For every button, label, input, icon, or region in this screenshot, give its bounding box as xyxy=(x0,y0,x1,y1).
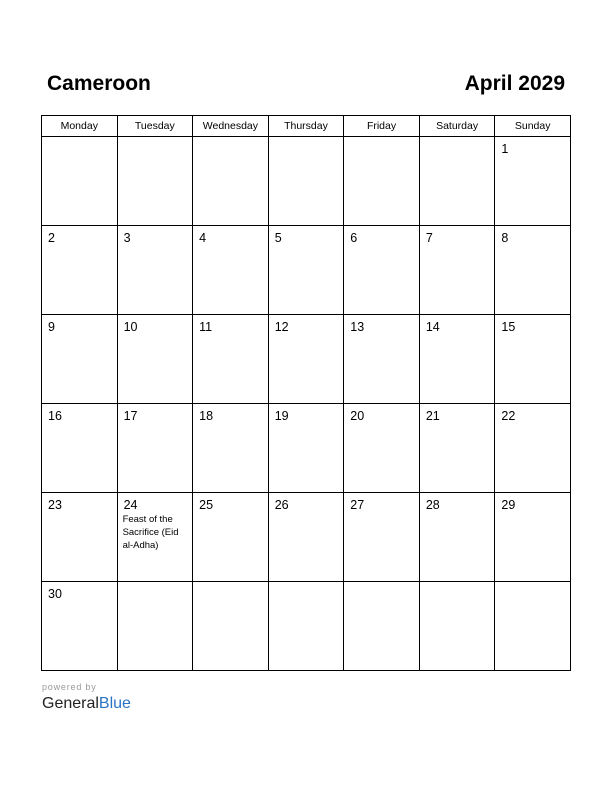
day-cell xyxy=(193,315,269,404)
day-cell xyxy=(268,404,344,493)
day-cell xyxy=(193,493,269,582)
day-cell xyxy=(42,404,118,493)
weekday-monday: Monday xyxy=(42,116,118,137)
day-cell xyxy=(117,226,193,315)
holiday-label: Feast of the Sacrifice (Eid al-Adha) xyxy=(122,514,179,551)
day-cell xyxy=(268,315,344,404)
day-number: 3 xyxy=(123,231,131,245)
day-number: 19 xyxy=(274,409,289,423)
day-cell xyxy=(419,226,495,315)
month-title: April 2029 xyxy=(464,72,565,95)
day-cell xyxy=(117,404,193,493)
day-number: 26 xyxy=(274,498,289,512)
day-cell xyxy=(419,404,495,493)
week-row xyxy=(42,226,571,315)
day-number: 18 xyxy=(199,409,214,423)
weekday-header-row xyxy=(42,116,571,137)
weekday-sunday: Sunday xyxy=(495,116,571,137)
day-cell xyxy=(344,404,420,493)
day-cell xyxy=(117,582,193,671)
day-cell xyxy=(495,226,571,315)
day-number: 7 xyxy=(425,231,433,245)
day-cell xyxy=(193,404,269,493)
weekday-saturday: Saturday xyxy=(419,116,495,137)
day-cell xyxy=(344,315,420,404)
day-cell xyxy=(268,226,344,315)
day-cell xyxy=(419,315,495,404)
week-row xyxy=(42,582,571,671)
day-cell xyxy=(344,137,420,226)
day-cell xyxy=(268,582,344,671)
day-cell xyxy=(495,404,571,493)
weekday-tuesday: Tuesday xyxy=(117,116,193,137)
day-number: 1 xyxy=(501,142,509,156)
week-row xyxy=(42,315,571,404)
day-cell xyxy=(419,582,495,671)
calendar-header xyxy=(41,72,571,98)
day-number: 30 xyxy=(48,587,62,601)
day-number: 25 xyxy=(199,498,214,512)
day-number: 24 xyxy=(123,498,138,512)
day-cell xyxy=(268,137,344,226)
day-cell xyxy=(495,493,571,582)
weekday-friday: Friday xyxy=(344,116,420,137)
day-number: 2 xyxy=(48,231,55,245)
day-cell xyxy=(42,315,118,404)
day-number: 17 xyxy=(123,409,138,423)
powered-by-text: powered by xyxy=(42,682,97,692)
country-title: Cameroon xyxy=(47,72,151,95)
day-number: 15 xyxy=(501,320,516,334)
calendar-grid xyxy=(41,115,571,671)
day-number: 23 xyxy=(48,498,62,512)
day-number: 27 xyxy=(350,498,365,512)
day-cell xyxy=(42,226,118,315)
week-row xyxy=(42,493,571,582)
day-number: 16 xyxy=(48,409,62,423)
day-number: 22 xyxy=(501,409,516,423)
day-cell-holiday xyxy=(117,493,193,582)
day-cell xyxy=(42,493,118,582)
day-cell xyxy=(419,137,495,226)
day-number: 5 xyxy=(274,231,282,245)
day-cell xyxy=(193,226,269,315)
week-row xyxy=(42,404,571,493)
day-cell xyxy=(193,582,269,671)
day-number: 4 xyxy=(199,231,207,245)
day-number: 6 xyxy=(350,231,358,245)
day-cell xyxy=(42,137,118,226)
week-row xyxy=(42,137,571,226)
day-cell xyxy=(193,137,269,226)
brand-blue-text: Blue xyxy=(98,695,131,712)
day-number: 29 xyxy=(501,498,516,512)
day-cell xyxy=(344,493,420,582)
brand-general-text: General xyxy=(42,695,99,712)
day-cell xyxy=(419,493,495,582)
day-cell xyxy=(344,582,420,671)
day-number: 28 xyxy=(425,498,440,512)
day-number: 11 xyxy=(199,320,213,334)
day-cell xyxy=(268,493,344,582)
day-number: 20 xyxy=(350,409,365,423)
day-number: 10 xyxy=(123,320,138,334)
day-number: 9 xyxy=(48,320,55,334)
day-cell xyxy=(495,315,571,404)
weekday-thursday: Thursday xyxy=(268,116,344,137)
weekday-wednesday: Wednesday xyxy=(193,116,269,137)
generalblue-footer xyxy=(42,682,131,714)
day-number: 8 xyxy=(501,231,509,245)
day-number: 13 xyxy=(350,320,365,334)
generalblue-logo[interactable] xyxy=(42,694,131,714)
day-cell xyxy=(495,137,571,226)
day-number: 21 xyxy=(425,409,440,423)
day-number: 12 xyxy=(274,320,289,334)
day-cell xyxy=(117,137,193,226)
day-cell xyxy=(117,315,193,404)
day-cell xyxy=(344,226,420,315)
day-number: 14 xyxy=(425,320,440,334)
day-cell xyxy=(495,582,571,671)
day-cell xyxy=(42,582,118,671)
